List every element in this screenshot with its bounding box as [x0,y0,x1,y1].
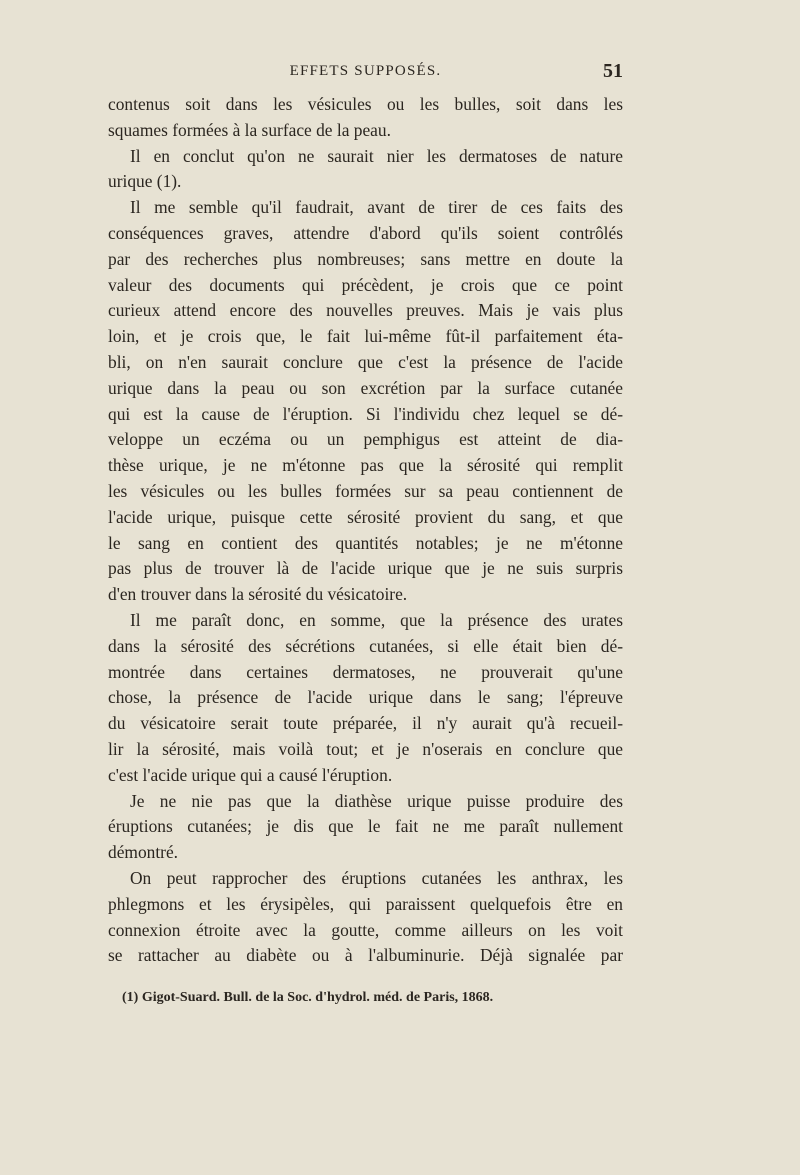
page-number: 51 [603,60,623,82]
page-header [108,60,623,86]
text-line: par des recherches plus nombreuses; sans mettre en doute la [108,248,623,269]
text-line: Il me semble qu'il faudrait, avant de tirer de ces faits des [130,197,623,218]
text-line: Je ne nie pas que la diathèse urique puisse produire des [130,790,623,811]
text-line: l'acide urique, puisque cette sérosité provient du sang, et que [108,506,623,527]
text-line: pas plus de trouver là de l'acide urique que je ne suis surpris [108,558,623,579]
text-line: montrée dans certaines dermatoses, ne prouverait qu'une [108,661,623,682]
text-line: curieux attend encore des nouvelles preuves. Mais je vais plus [108,300,623,321]
text-line: loin, et je crois que, le fait lui-même fût-il parfaitement éta- [108,326,623,347]
running-title: EFFETS SUPPOSÉS. [289,63,442,79]
text-line: chose, la présence de l'acide urique dans le sang; l'épreuve [108,687,623,708]
text-line: éruptions cutanées; je dis que le fait ne me paraît nullement [108,816,623,837]
text-line: conséquences graves, attendre d'abord qu'ils soient contrôlés [108,222,623,243]
text-line: les vésicules ou les bulles formées sur sa peau contiennent de [108,480,623,501]
text-line: bli, on n'en saurait conclure que c'est la présence de l'acide [108,351,623,372]
text-line: urique dans la peau ou son excrétion par la surface cutanée [108,377,623,398]
text-line: thèse urique, je ne m'étonne pas que la sérosité qui remplit [108,455,623,476]
text-line: lir la sérosité, mais voilà tout; et je n'oserais en conclure que [108,738,623,759]
body-text [108,92,623,969]
text-line: phlegmons et les érysipèles, qui paraissent quelquefois être en [108,893,623,914]
text-line: veloppe un eczéma ou un pemphigus est atteint de dia- [108,429,623,450]
text-line: Il me paraît donc, en somme, que la présence des urates [130,609,623,630]
text-line: Il en conclut qu'on ne saurait nier les dermatoses de nature [130,145,623,166]
text-line: urique (1). [108,171,182,192]
text-line: dans la sérosité des sécrétions cutanées, si elle était bien dé- [108,635,623,656]
text-line: c'est l'acide urique qui a causé l'éruption. [108,764,393,785]
text-line: du vésicatoire serait toute préparée, il n'y aurait qu'à recueil- [108,713,623,734]
text-line: squames formées à la surface de la peau. [108,119,391,140]
text-line: contenus soit dans les vésicules ou les bulles, soit dans les [108,94,623,114]
text-line: le sang en contient des quantités notables; je ne m'étonne [108,532,623,553]
text-line: valeur des documents qui précèdent, je crois que ce point [108,274,623,295]
text-line: qui est la cause de l'éruption. Si l'individu chez lequel se dé- [108,403,623,424]
text-line: démontré. [108,842,179,863]
footnote: (1) Gigot-Suard. Bull. de la Soc. d'hydrol. méd. de Paris, 1868. [122,990,494,1005]
text-line: On peut rapprocher des éruptions cutanées les anthrax, les [130,867,623,888]
text-line: se rattacher au diabète ou à l'albuminurie. Déjà signalée par [108,945,623,966]
text-line: d'en trouver dans la sérosité du vésicatoire. [108,584,408,605]
text-line: connexion étroite avec la goutte, comme ailleurs on les voit [108,919,623,940]
